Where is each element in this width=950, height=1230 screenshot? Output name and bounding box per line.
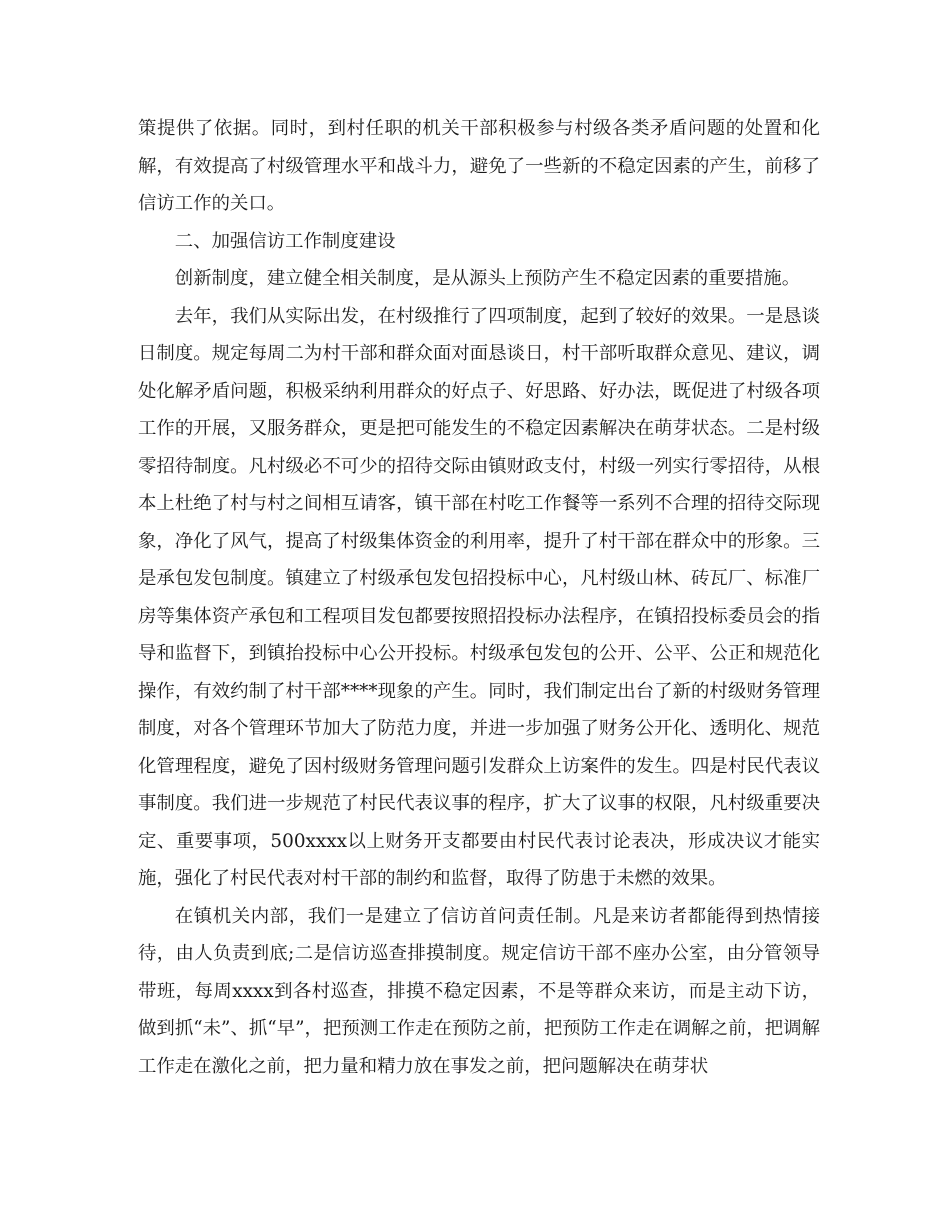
section-heading: 二、加强信访工作制度建设 (174, 230, 396, 252)
paragraph-intro: 创新制度，建立健全相关制度，是从源头上预防产生不稳定因素的重要措施。 (174, 268, 801, 289)
paragraph-town-organ: 在镇机关内部，我们一是建立了信访首问责任制。凡是来访者都能得到热情接待，由人负责到底;二是信访巡查排摸制度。规定信访干部不座办公室，由分管领导带班，每周xxxx到各村巡查，排摸不稳定因素，不是等群众来访，而是主动下访，做到抓“未”、抓“早”，把预测工作走在预防之前，把预防工作走在调解之前，把调解工作走在激化之前，把力量和精力放在事发之前，把问题解决在萌芽状 (138, 905, 820, 1077)
paragraph-village-systems: 去年，我们从实际出发，在村级推行了四项制度，起到了较好的效果。一是恳谈日制度。规定每周二为村干部和群众面对面恳谈日，村干部听取群众意见、建议，调处化解矛盾问题，积极采纳利用群众的好点子、好思路、好办法，既促进了村级各项工作的开展，又服务群众，更是把可能发生的不稳定因素解决在萌芽状态。二是村级零招待制度。凡村级必不可少的招待交际由镇财政支付，村级一列实行零招待，从根本上杜绝了村与村之间相互请客，镇干部在村吃工作餐等一系列不合理的招待交际现象，净化了风气，提高了村级集体资金的利用率，提升了村干部在群众中的形象。三是承包发包制度。镇建立了村级承包发包招投标中心，凡村级山林、砖瓦厂、标准厂房等集体资产承包和工程项目发包都要按照招投标办法程序，在镇招投标委员会的指导和监督下，到镇抬投标中心公开投标。村级承包发包的公开、公平、公正和规范化操作，有效约制了村干部****现象的产生。同时，我们制定出台了新的村级财务管理制度，对各个管理环节加大了防范力度，并进一步加强了财务公开化、透明化、规范化管理程度，避免了因村级财务管理问题引发群众上访案件的发生。四是村民代表议事制度。我们进一步规范了村民代表议事的程序，扩大了议事的权限，凡村级重要决定、重要事项，500xxxx以上财务开支都要由村民代表讨论表决，形成决议才能实施，强化了村民代表对村干部的制约和监督，取得了防患于未燃的效果。 (138, 305, 820, 889)
paragraph-continuation: 策提供了依据。同时，到村任职的机关干部积极参与村级各类矛盾问题的处置和化解，有效提高了村级管理水平和战斗力，避免了一些新的不稳定因素的产生，前移了信访工作的关口。 (138, 118, 820, 214)
body-text (138, 110, 820, 1085)
